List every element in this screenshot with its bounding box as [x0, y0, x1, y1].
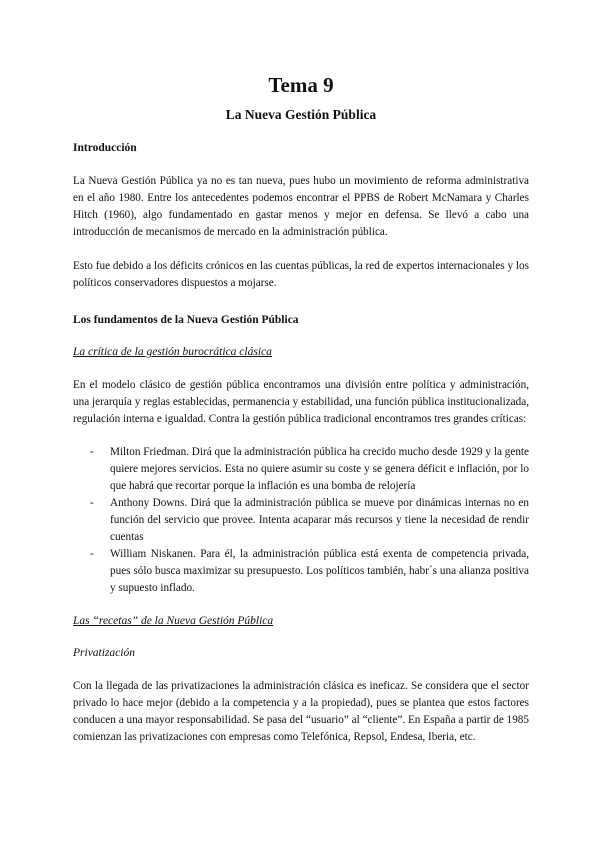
dash-marker: - — [90, 446, 94, 458]
list-item — [73, 444, 529, 495]
list-item-text: Anthony Downs. Dirá que la administración pública se mueve por dinámicas internas no en función del servicio que provee. Intenta acaparar más recursos y tiene la necesidad de rendir cuentas — [110, 497, 529, 543]
page-subtitle: La Nueva Gestión Pública — [225, 107, 377, 122]
list-item — [73, 546, 529, 597]
criticas-list — [73, 444, 529, 597]
intro-heading: Introducción — [73, 142, 137, 154]
fundamentos-heading: Los fundamentos de la Nueva Gestión Pública — [73, 314, 299, 326]
privatizacion-heading: Privatización — [73, 647, 135, 659]
list-item — [73, 495, 529, 546]
privatizacion-paragraph: Con la llegada de las privatizaciones la administración clásica es ineficaz. Se considera que el sector privado lo hace mejor (debido a la competencia y a la propiedad), pues se plantea que estos factores conducen a una mayor responsabilidad. Se pasa del “usuario” al “cliente”. En España a partir de 1985 comienzan las privatizaciones con empresas como Telefónica, Repsol, Endesa, Iberia, etc. — [73, 680, 529, 743]
critica-paragraph: En el modelo clásico de gestión pública encontramos una división entre política y administración, una jerarquía y reglas establecidas, permanencia y estabilidad, una función pública institucionalizada, regulación interna e igualdad. Contra la gestión pública tradicional encontramos tres grandes críticas: — [73, 379, 529, 425]
recetas-heading: Las “recetas” de la Nueva Gestión Pública — [73, 615, 274, 627]
dash-marker: - — [90, 548, 94, 560]
list-item-text: Milton Friedman. Dirá que la administración pública ha crecido mucho desde 1929 y la gente quiere mejores servicios. Esta no quiere asumir su coste y se genera déficit e inflación, por lo que habrá que recortar porque la inflación es una bomba de relojería — [110, 446, 529, 492]
critica-heading: La crítica de la gestión burocrática clásica — [73, 346, 272, 358]
intro-paragraph-1: La Nueva Gestión Pública ya no es tan nueva, pues hubo un movimiento de reforma administrativa en el año 1980. Entre los antecedentes podemos encontrar el PPBS de Robert McNamara y Charles Hitch (1960), algo fundamentado en gastar menos y mejor en defensa. Se llevó a cabo una introducción de mecanismos de mercado en la administración pública. — [73, 175, 529, 238]
intro-paragraph-2: Esto fue debido a los déficits crónicos en las cuentas públicas, la red de expertos internacionales y los políticos conservadores dispuestos a mojarse. — [73, 260, 529, 289]
document-page — [73, 72, 529, 746]
dash-marker: - — [90, 497, 94, 509]
list-item-text: William Niskanen. Para él, la administración pública está exenta de competencia privada, pues sólo busca maximizar su presupuesto. Los políticos también, habr´s una alianza positiva y supuesto inflado. — [110, 548, 529, 594]
page-title: Tema 9 — [268, 73, 334, 97]
